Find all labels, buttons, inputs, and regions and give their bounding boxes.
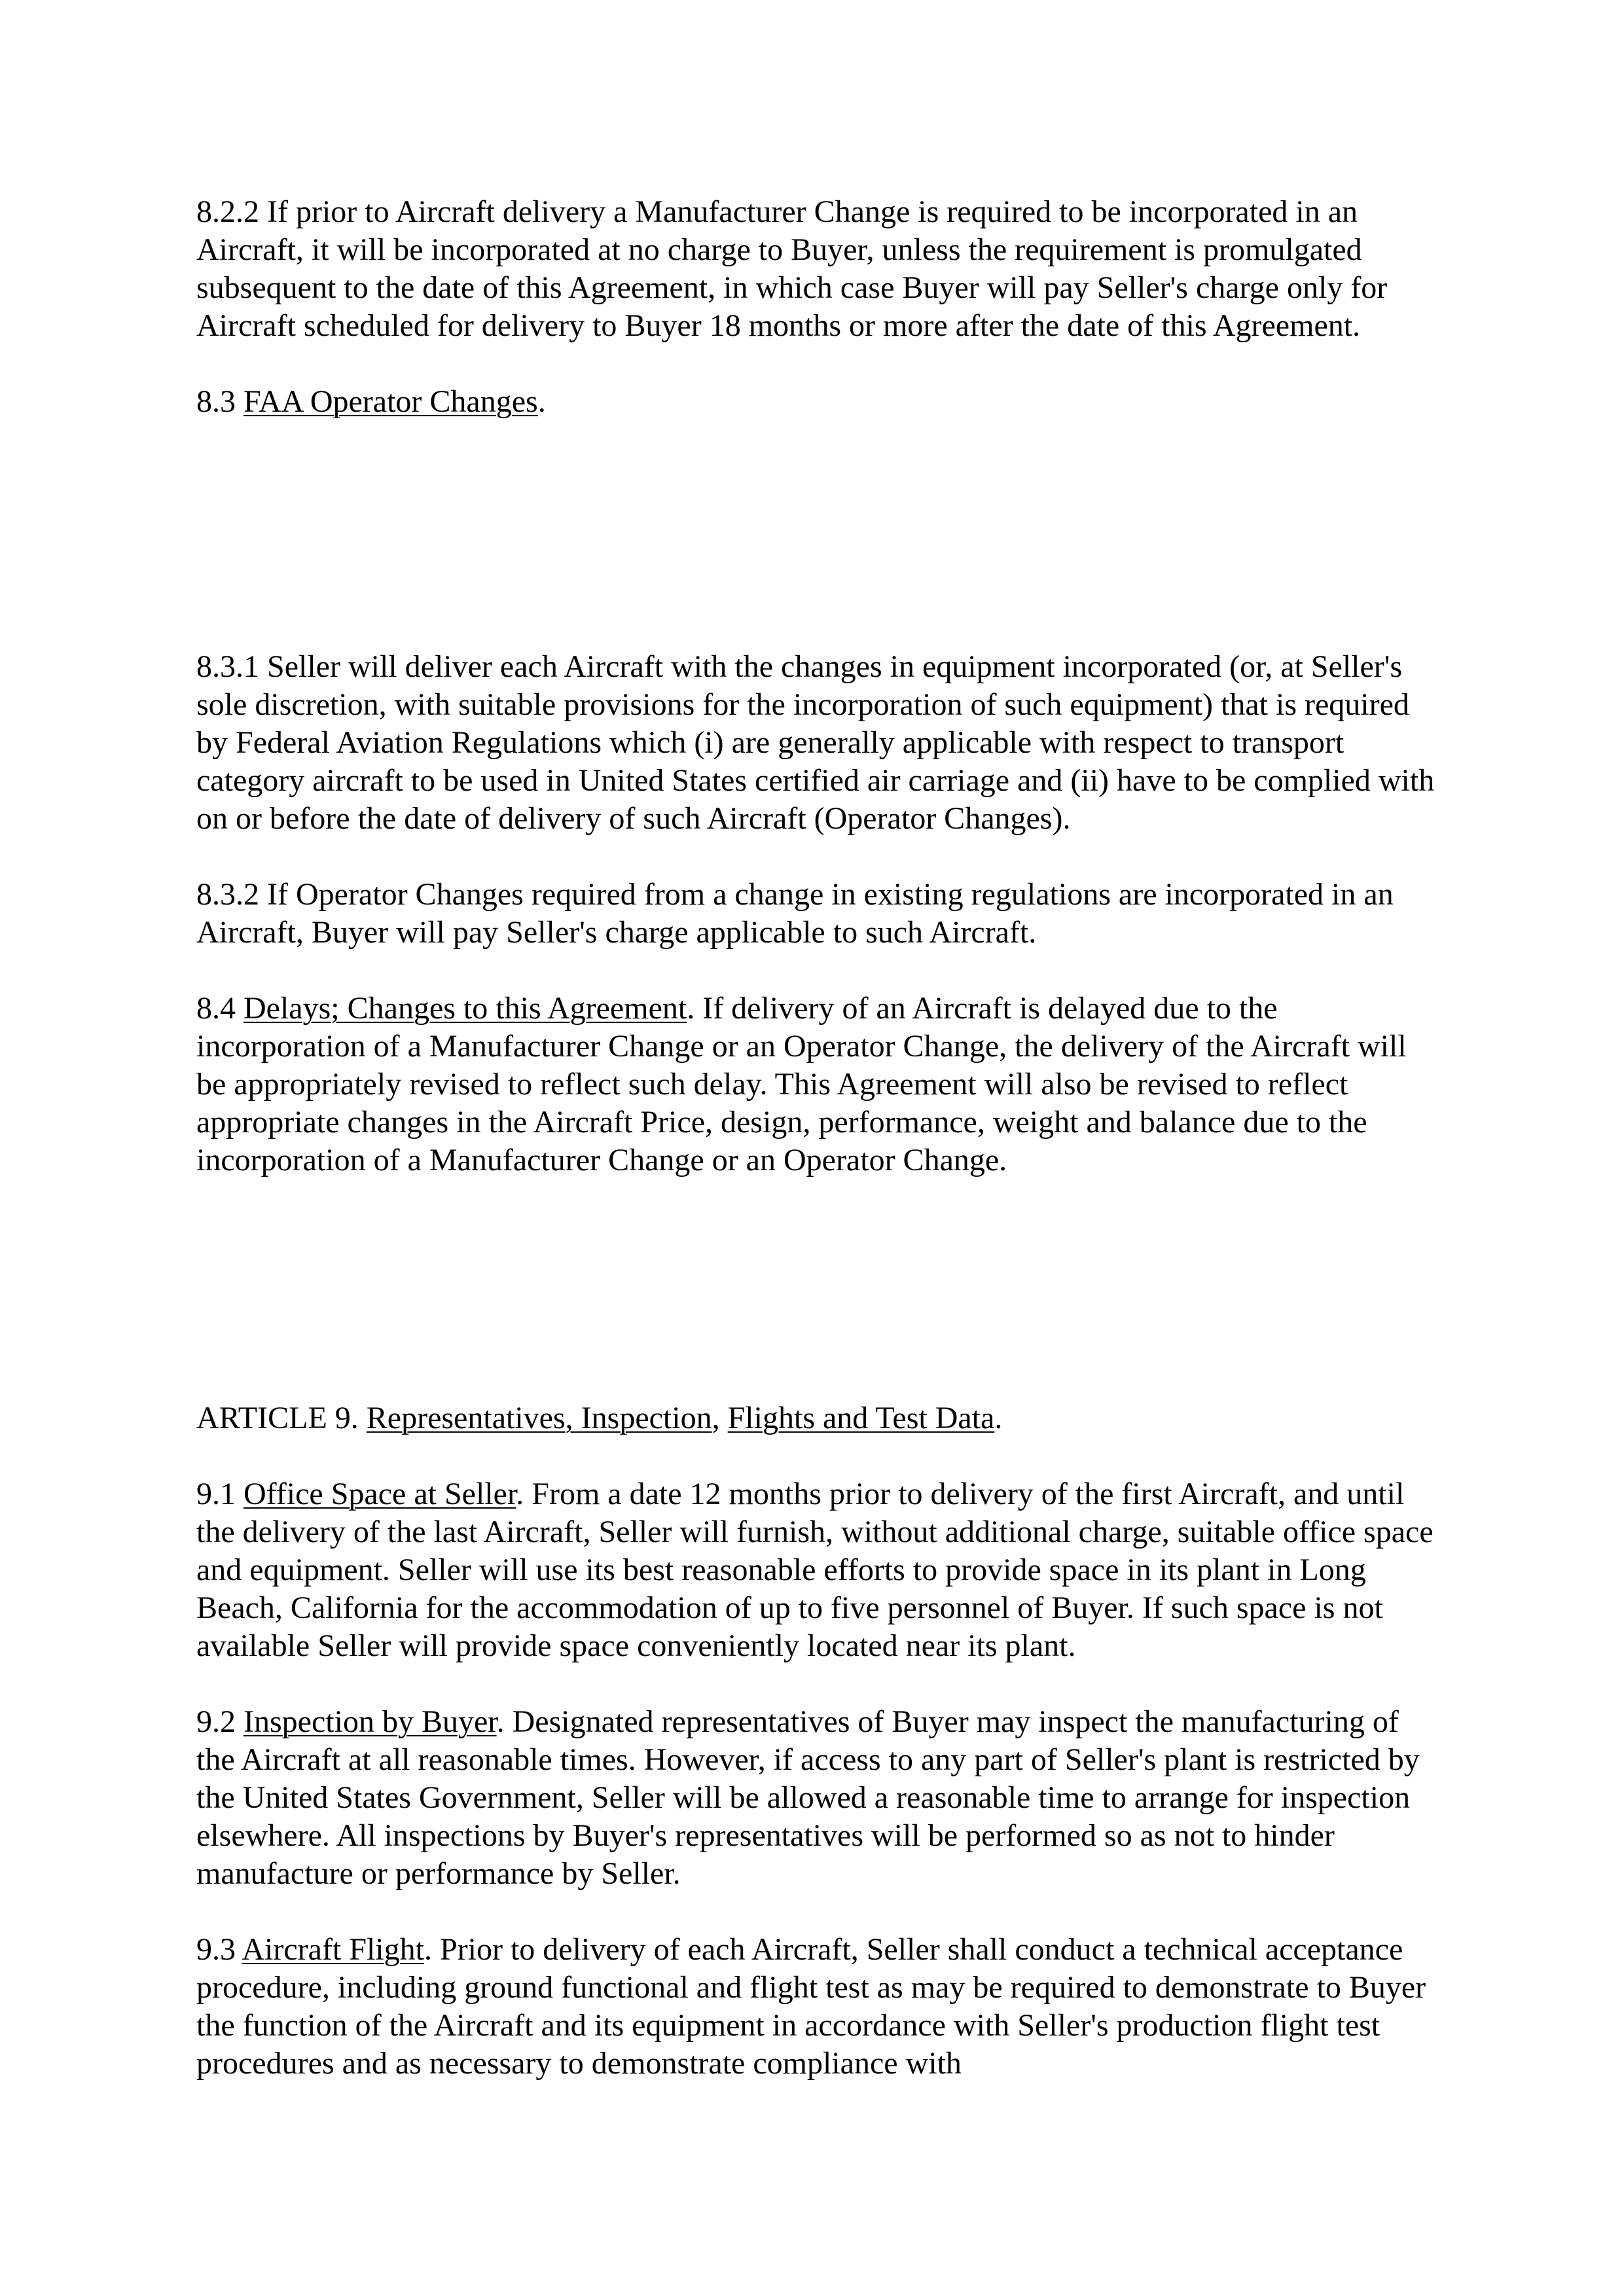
- paragraph-9-1: [196, 1475, 1440, 1665]
- article-9-heading: [196, 1399, 1440, 1437]
- section-heading-aircraft-flight: Aircraft Flight: [242, 1932, 424, 1967]
- article-heading-representatives: Representatives, Inspection: [366, 1401, 712, 1435]
- section-number: 8.4: [196, 991, 244, 1026]
- article-heading-flights: Flights and Test Data: [727, 1401, 995, 1435]
- paragraph-8-4-body: . If delivery of an Aircraft is delayed due to the incorporation of a Manufacturer Change or an Operator Change, the delivery of the Aircraft will be appropriately revised to reflect such delay. This Agreement will also be revised to reflect appropriate changes in the Aircraft Price, design, performance, weight and balance due to the incorporation of a Manufacturer Change or an Operator Change.: [196, 991, 1407, 1177]
- section-heading-inspection: Inspection by Buyer: [244, 1704, 497, 1739]
- paragraph-9-3-body: . Prior to delivery of each Aircraft, Seller shall conduct a technical acceptance procedure, including ground functional and flight test as may be required to demonstrate to Buyer the function of the Aircraft and its equipment in accordance with Seller's production flight test procedures and as necessary to demonstrate compliance with: [196, 1932, 1426, 2081]
- article-heading-separator: ,: [712, 1401, 728, 1435]
- section-number: 9.3: [196, 1932, 242, 1967]
- section-heading-office-space: Office Space at Seller: [244, 1477, 516, 1511]
- section-8-text: [196, 193, 1440, 421]
- paragraph-8-3-2: 8.3.2 If Operator Changes required from a change in existing regulations are incorporated in an Aircraft, Buyer will pay Seller's charge applicable to such Aircraft.: [196, 877, 1394, 950]
- paragraph-8-3: [196, 383, 1440, 421]
- section-8-3-text: [196, 648, 1440, 1179]
- paragraph-8-4: [196, 990, 1440, 1179]
- paragraph-9-3: [196, 1931, 1440, 2083]
- paragraph-8-2-2: 8.2.2 If prior to Aircraft delivery a Manufacturer Change is required to be incorporated in an Aircraft, it will be incorporated at no charge to Buyer, unless the requirement is promulgated subsequent to the date of this Agreement, in which case Buyer will pay Seller's charge only for Aircraft scheduled for delivery to Buyer 18 months or more after the date of this Agreement.: [196, 194, 1388, 343]
- article-heading-period: .: [994, 1401, 1003, 1435]
- paragraph-9-2-body: . Designated representatives of Buyer may inspect the manufacturing of the Aircraft at all reasonable times. However, if access to any part of Seller's plant is restricted by the United States Government, Seller will be allowed a reasonable time to arrange for inspection elsewhere. All inspections by Buyer's representatives will be performed so as not to hinder manufacture or performance by Seller.: [196, 1704, 1420, 1891]
- section-number: 9.2: [196, 1704, 244, 1739]
- paragraph-8-3-1: 8.3.1 Seller will deliver each Aircraft with the changes in equipment incorporated (or, at Seller's sole discretion, with suitable provisions for the incorporation of such equipment) that is required by Federal Aviation Regulations which (i) are generally applicable with respect to transport category aircraft to be used in United States certified air carriage and (ii) have to be complied with on or before the date of delivery of such Aircraft (Operator Changes).: [196, 649, 1435, 836]
- article-9-text: [196, 1399, 1440, 2083]
- section-number: 9.1: [196, 1477, 244, 1511]
- section-heading-period: .: [537, 384, 546, 419]
- section-number: 8.3: [196, 384, 244, 419]
- paragraph-9-1-body: . From a date 12 months prior to delivery of the first Aircraft, and until the delivery of the last Aircraft, Seller will furnish, without additional charge, suitable office space and equipment. Seller will use its best reasonable efforts to provide space in its plant in Long Beach, California for the accommodation of up to five personnel of Buyer. If such space is not available Seller will provide space conveniently located near its plant.: [196, 1477, 1434, 1663]
- article-prefix: ARTICLE 9.: [196, 1401, 367, 1435]
- section-heading-faa-operator-changes: FAA Operator Changes: [244, 384, 538, 419]
- paragraph-9-2: [196, 1703, 1440, 1893]
- section-heading-delays: Delays; Changes to this Agreement: [244, 991, 687, 1026]
